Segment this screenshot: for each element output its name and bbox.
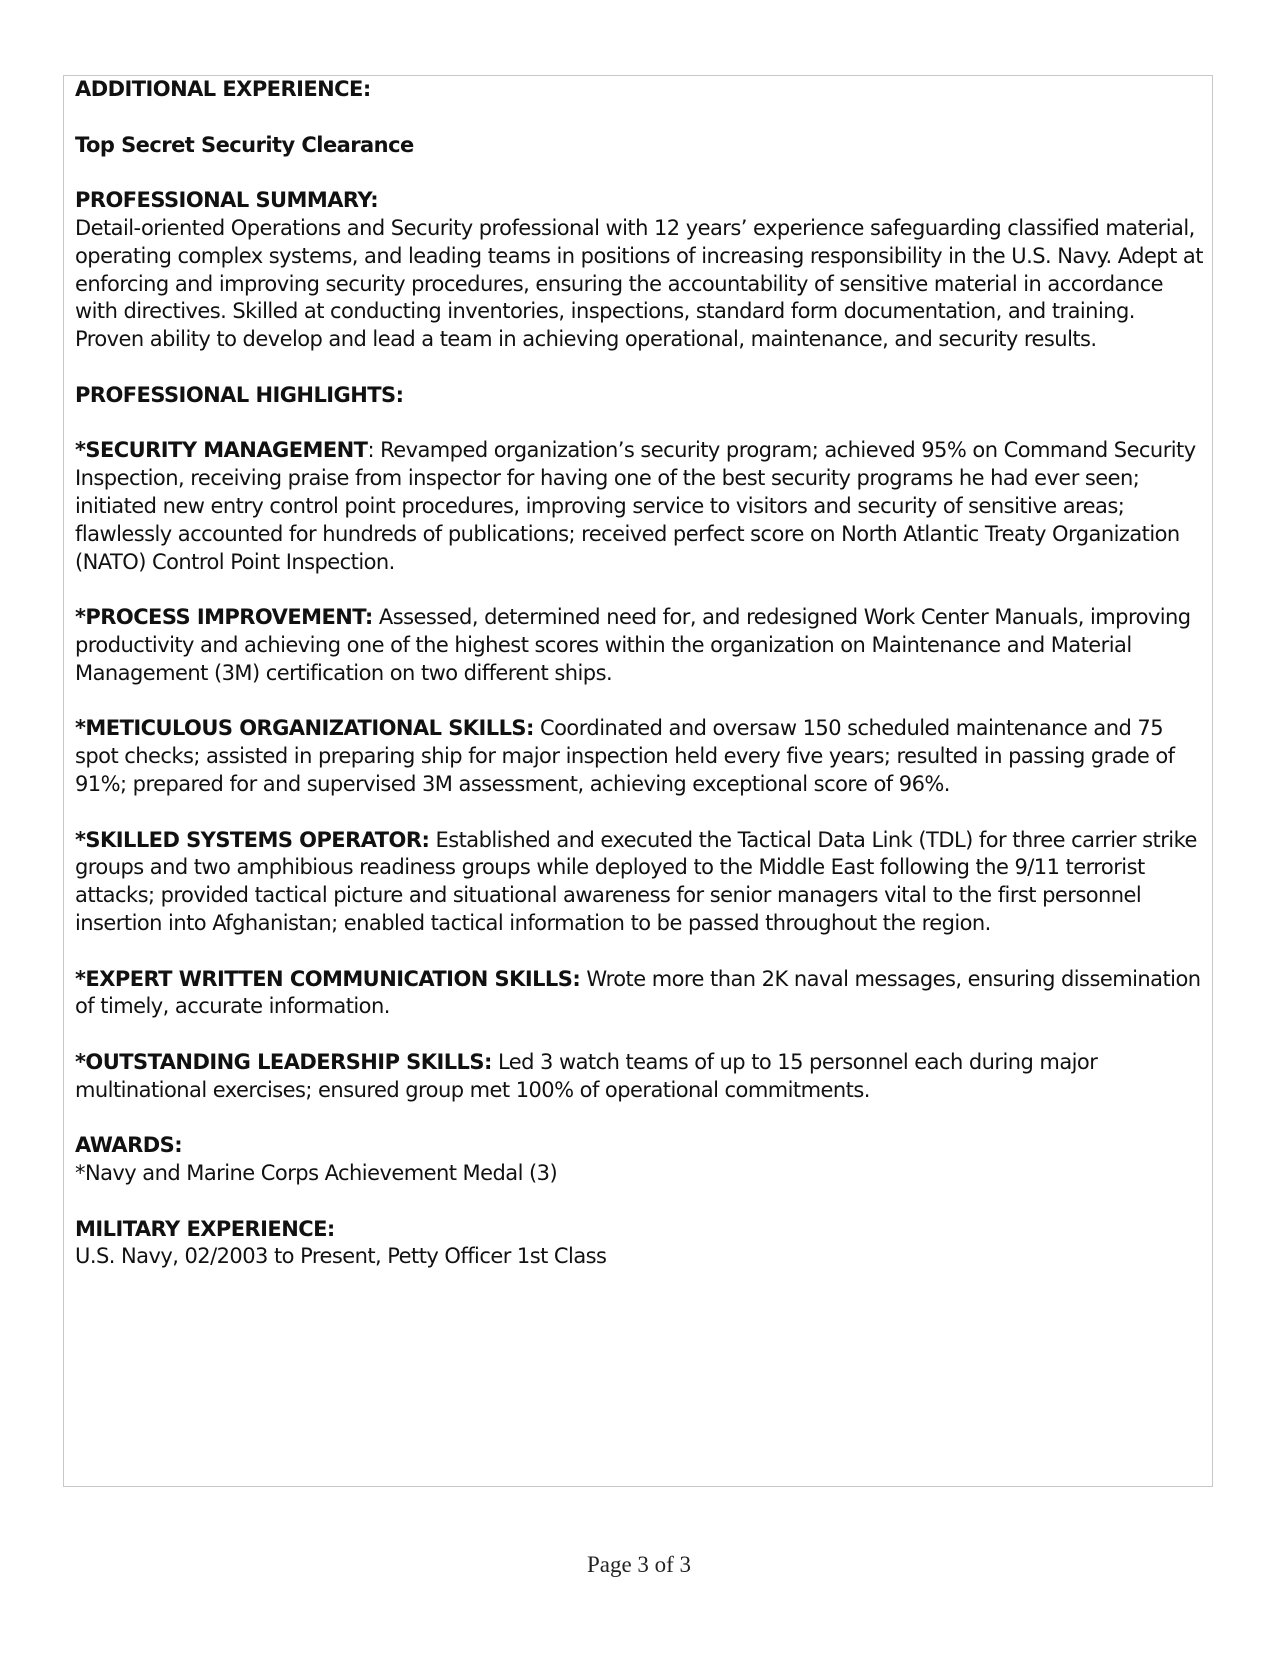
highlight-item: [75, 966, 1205, 1022]
military-section: [75, 1216, 1205, 1272]
highlight-text: Coordinated and oversaw 150 scheduled maintenance and 75 spot checks; assisted in preparing ship for major inspection held every five years; resulted in passing grade of 91%; prepared for and supervised 3M assessment, achieving exceptional score of 96%.: [75, 716, 1175, 796]
highlight-label: *SKILLED SYSTEMS OPERATOR:: [75, 827, 430, 852]
military-text: U.S. Navy, 02/2003 to Present, Petty Officer 1st Class: [75, 1244, 607, 1269]
summary-heading: PROFESSIONAL SUMMARY:: [75, 188, 379, 213]
highlight-text: Wrote more than 2K naval messages, ensuring dissemination of timely, accurate information.: [75, 966, 1201, 1019]
highlight-label: *PROCESS IMPROVEMENT:: [75, 605, 373, 630]
highlight-text: Assessed, determined need for, and redesigned Work Center Manuals, improving productivity and achieving one of the highest scores within the organization on Maintenance and Material Management (3M) certification on two different ships.: [75, 605, 1191, 685]
awards-text: *Navy and Marine Corps Achievement Medal (3): [75, 1161, 558, 1186]
highlight-label: *SECURITY MANAGEMENT: [75, 438, 368, 463]
highlight-item: [75, 1049, 1205, 1105]
page-number: Page 3 of 3: [586, 1552, 692, 1577]
highlight-item: [75, 604, 1205, 687]
highlight-item: [75, 827, 1205, 938]
highlight-label: *EXPERT WRITTEN COMMUNICATION SKILLS:: [75, 966, 581, 991]
highlight-label: *OUTSTANDING LEADERSHIP SKILLS:: [75, 1049, 492, 1074]
additional-experience-section: [75, 76, 1205, 104]
clearance-text: Top Secret Security Clearance: [75, 132, 414, 157]
resume-page-content: [75, 76, 1205, 1299]
awards-section: [75, 1132, 1205, 1188]
summary-section: [75, 187, 1205, 354]
military-heading: MILITARY EXPERIENCE:: [75, 1216, 335, 1241]
additional-experience-heading: ADDITIONAL EXPERIENCE:: [75, 77, 371, 101]
clearance-section: [75, 132, 1205, 160]
highlight-text: Revamped organization’s security program; achieved 95% on Command Security Inspection, receiving praise from inspector for having one of the best security programs he had ever seen; initiated new entry control point procedures, improving service to visitors and security of sensitive areas; flawlessly accounted for hundreds of publications; received perfect score on North Atlantic Treaty Organization (NATO) Control Point Inspection.: [75, 438, 1196, 574]
highlights-heading: PROFESSIONAL HIGHLIGHTS:: [75, 382, 404, 407]
highlight-item: [75, 715, 1205, 798]
highlight-label: *METICULOUS ORGANIZATIONAL SKILLS:: [75, 716, 534, 741]
summary-text: Detail-oriented Operations and Security professional with 12 years’ experience safeguarding classified material, operating complex systems, and leading teams in positions of increasing responsibility in the U.S. Navy. Adept at enforcing and improving security procedures, ensuring the accountability of sensitive material in accordance with directives. Skilled at conducting inventories, inspections, standard form documentation, and training. Proven ability to develop and lead a team in achieving operational, maintenance, and security results.: [75, 215, 1203, 352]
awards-heading: AWARDS:: [75, 1133, 183, 1158]
highlight-separator: :: [367, 438, 381, 463]
highlights-heading-block: [75, 382, 1205, 410]
highlight-text: Established and executed the Tactical Data Link (TDL) for three carrier strike groups and two amphibious readiness groups while deployed to the Middle East following the 9/11 terrorist attacks; provided tactical picture and situational awareness for senior managers vital to the first personnel insertion into Afghanistan; enabled tactical information to be passed throughout the region.: [75, 827, 1197, 935]
highlight-item: [75, 437, 1205, 576]
highlight-text: Led 3 watch teams of up to 15 personnel each during major multinational exercises; ensured group met 100% of operational commitments.: [75, 1049, 1098, 1102]
